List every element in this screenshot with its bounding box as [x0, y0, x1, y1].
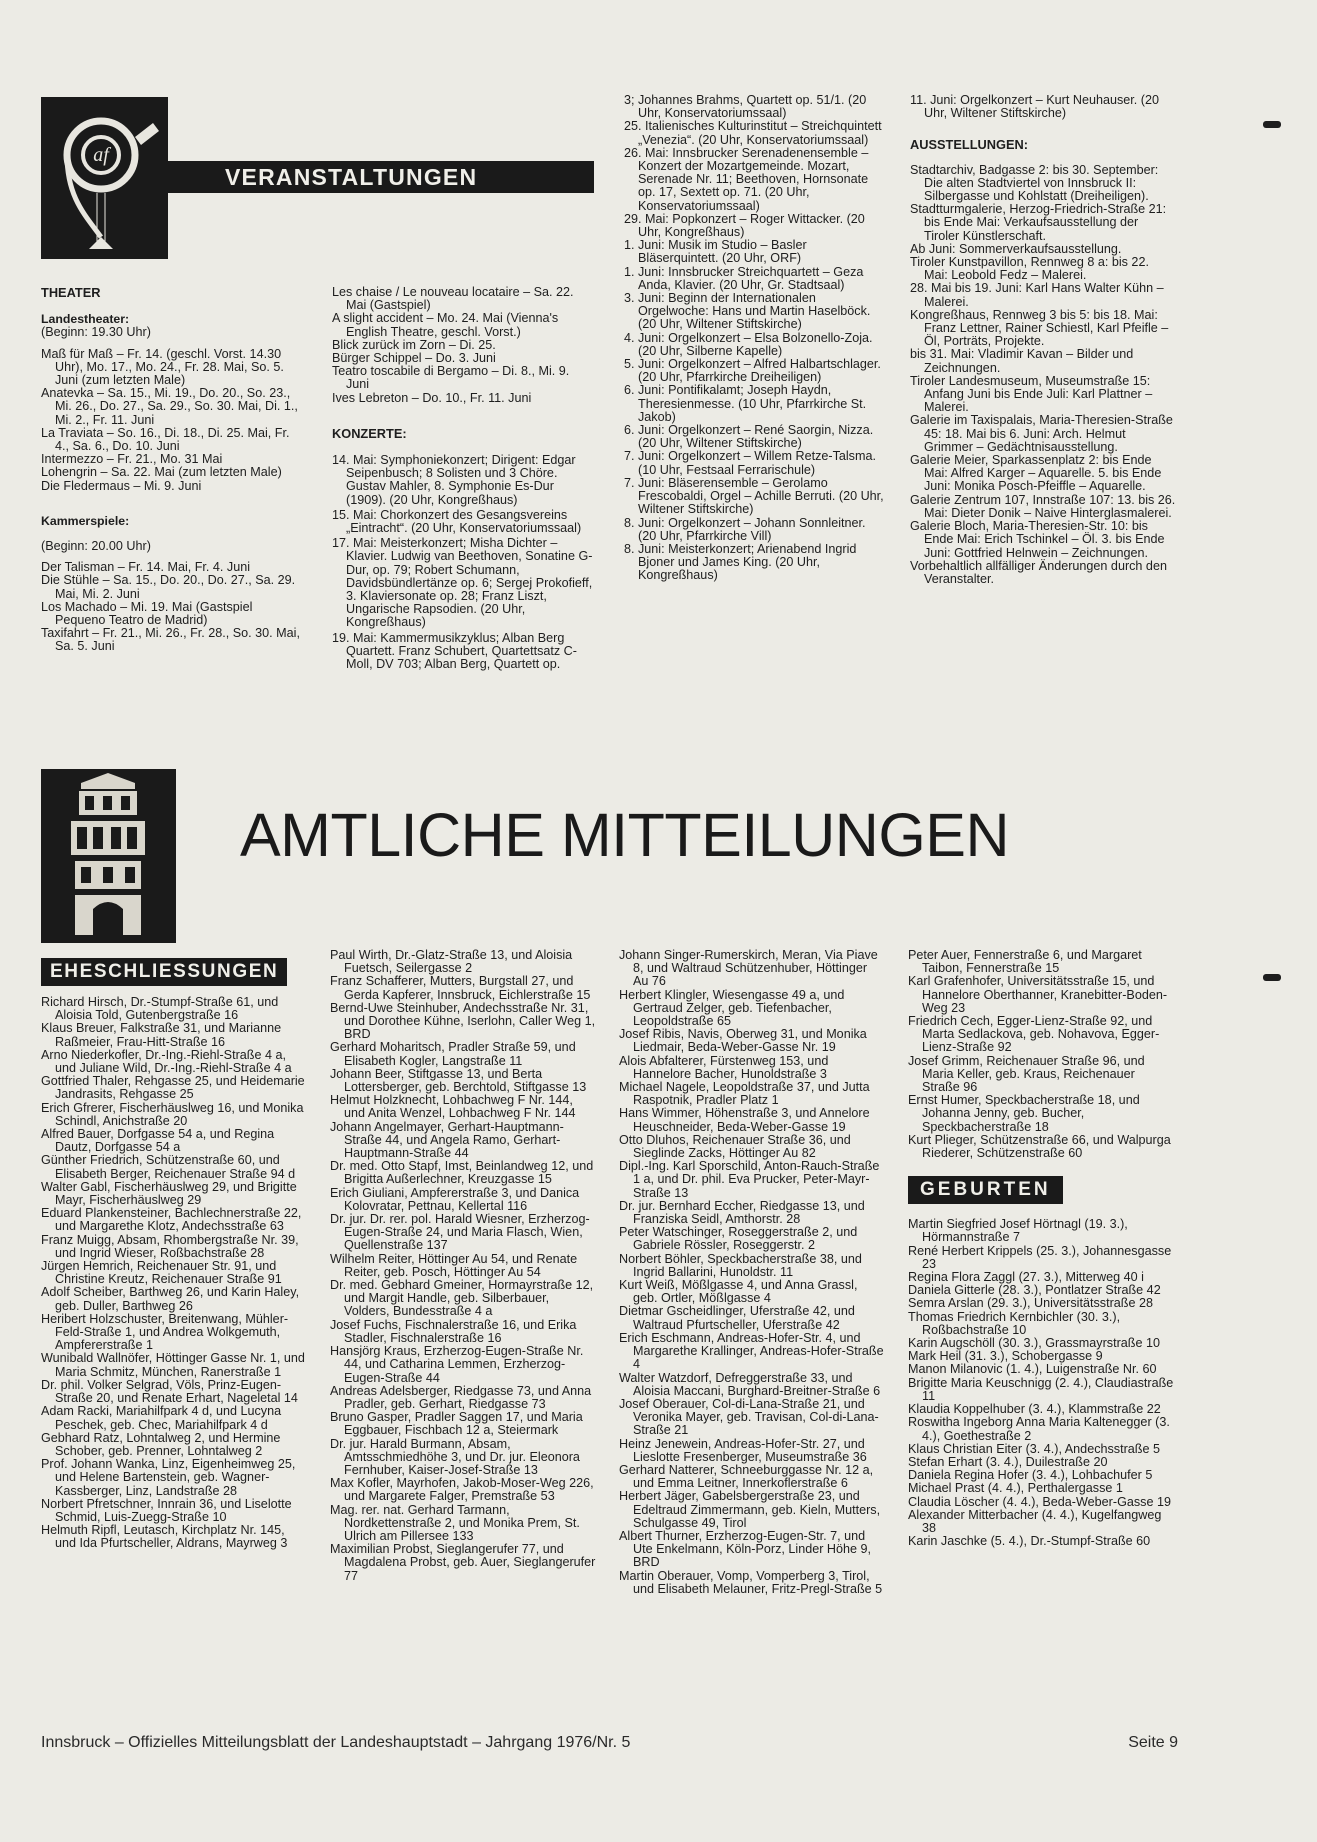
list-item: 15. Mai: Chorkonzert des Gesangsvereins „Eintracht“. (20 Uhr, Konservatoriumssaal): [332, 507, 582, 536]
city-tower-logo: [41, 769, 176, 943]
list-item: Prof. Johann Wanka, Linz, Eigenheimweg 25, und Helene Bartenstein, geb. Wagner-Kassberger, Linz, Landstraße 28: [41, 1457, 296, 1498]
list-item: Herbert Jäger, Gabelsbergerstraße 23, und Edeltraud Zimmermann, geb. Kieln, Mutters, Schulgasse 49, Tirol: [619, 1489, 881, 1530]
veranstaltungen-banner: VERANSTALTUNGEN: [168, 161, 594, 193]
list-item: Intermezzo – Fr. 21., Mo. 31 Mai: [41, 452, 223, 467]
list-item: bis 31. Mai: Vladimir Kavan – Bilder und Zeichnungen.: [910, 347, 1134, 375]
list-item: Arno Niederkofler, Dr.-Ing.-Riehl-Straße 4 a, und Juliane Wild, Dr.-Ing.-Riehl-Straße 4 a: [41, 1047, 292, 1076]
list-item: Erich Gfrerer, Fischerhäuslweg 16, und Monika Schindl, Anichstraße 20: [41, 1100, 304, 1128]
list-item: Martin Siegfried Josef Hörtnagl (19. 3.), Hörmannstraße 7: [908, 1217, 1128, 1245]
list-item: Günther Friedrich, Schützenstraße 60, und Elisabeth Berger, Reichenauer Straße 94 d: [41, 1153, 296, 1181]
list-item: Dipl.-Ing. Karl Sporschild, Anton-Rauch-Straße 1 a, und Dr. phil. Eva Prucker, Peter-Mayr-Straße 13: [619, 1159, 880, 1200]
list-item: Erich Eschmann, Andreas-Hofer-Str. 4, und Margarethe Krallinger, Andreas-Hofer-Straße 4: [619, 1330, 884, 1372]
list-item: Les chaise / Le nouveau locataire – Sa. 22. Mai (Gastspiel): [332, 285, 574, 313]
list-item: 14. Mai: Symphoniekonzert; Dirigent: Edgar Seipenbusch; 8 Solisten und 3 Chöre. Gustav Mahler, 8. Symphonie Es-Dur (1909). (20 Uhr, Kongreßhaus): [332, 453, 576, 507]
list-item: Der Talisman – Fr. 14. Mai, Fr. 4. Juni: [41, 560, 251, 575]
ehe-col-1: [41, 958, 307, 1551]
list-item: 3. Juni: Beginn der Internationalen Orgelwoche: Hans und Martin Haselböck. (20 Uhr, Wiltener Stiftskirche): [624, 291, 871, 332]
margin-mark: [1263, 974, 1281, 981]
list-item: Maximilian Probst, Sieglangerufer 77, und Magdalena Probst, geb. Auer, Sieglangerufer 77: [330, 1542, 596, 1583]
list-item: Vorbehaltlich allfälliger Änderungen durch den Veranstalter.: [910, 558, 1167, 586]
list-item: Kurt Plieger, Schützenstraße 66, und Walpurga Riederer, Schützenstraße 60: [908, 1132, 1171, 1161]
list-item: A slight accident – Mo. 24. Mai (Vienna's English Theatre, geschl. Vorst.): [332, 311, 559, 339]
kammerspiele-heading: Kammerspiele:: [41, 513, 130, 528]
list-item: Tiroler Kunstpavillon, Rennweg 8 a: bis 22. Mai: Leobold Fedz – Malerei.: [910, 255, 1149, 283]
list-item: Walter Gabl, Fischerhäuslweg 29, und Brigitte Mayr, Fischerhäuslweg 29: [41, 1179, 297, 1208]
list-item: Herbert Klingler, Wiesengasse 49 a, und Gertraud Zelger, geb. Tiefenbacher, Leopoldstraße 65: [619, 987, 845, 1029]
list-item: Regina Flora Zaggl (27. 3.), Mitterweg 40 i: [908, 1270, 1144, 1285]
list-item: Helmuth Ripfl, Leutasch, Kirchplatz Nr. 145, und Ida Pfurtscheller, Aldrans, Mayrweg 3: [41, 1523, 288, 1551]
konzerte-heading: KONZERTE:: [332, 425, 407, 441]
list-item: Alfred Bauer, Dorfgasse 54 a, und Regina Dautz, Dorfgasse 54 a: [41, 1127, 275, 1155]
list-item: 8. Juni: Meisterkonzert; Arienabend Ingrid Bjoner und James King. (20 Uhr, Kongreßhaus): [624, 541, 857, 583]
list-item: Mark Heil (31. 3.), Schobergasse 9: [908, 1349, 1103, 1364]
list-item: Franz Schafferer, Mutters, Burgstall 27, und Gerda Kapferer, Innsbruck, Eichlerstraße 15: [330, 974, 591, 1002]
list-item: 8. Juni: Orgelkonzert – Johann Sonnleitner. (20 Uhr, Pfarrkirche Vill): [624, 515, 866, 543]
list-item: Karin Augschöll (30. 3.), Grassmayrstraße 10: [908, 1336, 1160, 1351]
eheschliessungen-heading: EHESCHLIESSUNGEN: [41, 958, 287, 986]
list-item: Dietmar Gscheidlinger, Uferstraße 42, und Waltraud Pfurtscheller, Uferstraße 42: [619, 1304, 855, 1332]
list-item: Wunibald Wallnöfer, Höttinger Gasse Nr. 1, und Maria Schmitz, München, Ranerstraße 1: [41, 1351, 305, 1379]
list-item: Walter Watzdorf, Defreggerstraße 33, und Aloisia Maccani, Burghard-Breitner-Straße 6: [619, 1370, 881, 1398]
list-item: Manon Milanovic (1. 4.), Luigenstraße Nr. 60: [908, 1362, 1157, 1377]
list-item: 19. Mai: Kammermusikzyklus; Alban Berg Quartett. Franz Schubert, Quartettsatz C-Moll, DV 703; Alban Berg, Quartett op.: [332, 630, 577, 672]
amtliche-mitteilungen-title: AMTLICHE MITTEILUNGEN: [240, 801, 1010, 869]
list-item: Eduard Plankensteiner, Bachlechnerstraße 22, und Margarethe Klotz, Andechsstraße 63: [41, 1206, 302, 1234]
list-item: Klaus Breuer, Falkstraße 31, und Marianne Raßmeier, Frau-Hitt-Straße 16: [41, 1021, 282, 1049]
list-item: Anatevka – Sa. 15., Mi. 19., Do. 20., So. 23., Mi. 26., Do. 27., Sa. 29., So. 30. Mai, Di. 1., Mi. 2., Fr. 11. Juni: [41, 386, 298, 427]
list-item: Josef Fuchs, Fischnalerstraße 16, und Erika Stadler, Fischnalerstraße 16: [330, 1317, 577, 1345]
list-item: Stefan Erhart (3. 4.), Duilestraße 20: [908, 1454, 1108, 1469]
list-item: Otto Dluhos, Reichenauer Straße 36, und Sieglinde Zacks, Höttinger Au 82: [619, 1132, 851, 1161]
list-item: Peter Auer, Fennerstraße 6, und Margaret Taibon, Fennerstraße 15: [908, 948, 1142, 976]
landestheater-heading: Landestheater:: [41, 312, 130, 327]
list-item: Los Machado – Mi. 19. Mai (Gastspiel Pequeno Teatro de Madrid): [41, 599, 253, 628]
list-item: Norbert Pfretschner, Innrain 36, und Liselotte Schmid, Luis-Zuegg-Straße 10: [41, 1496, 292, 1524]
geburten-heading: GEBURTEN: [908, 1176, 1063, 1204]
list-item: Adam Racki, Mariahilfpark 4 d, und Lucyna Peschek, geb. Chec, Mariahilfpark 4 d: [41, 1404, 282, 1432]
veranstaltungen-logo: [41, 97, 168, 259]
post-horn-emblem-icon: [41, 97, 168, 259]
ehe-col-3: [619, 949, 885, 1596]
list-item: Kurt Weiß, Mößlgasse 4, und Anna Grassl, geb. Ortler, Mößlgasse 4: [619, 1278, 858, 1306]
list-item: Helmut Holzknecht, Lohbachweg F Nr. 144, und Anita Wenzel, Lohbachweg F Nr. 144: [330, 1093, 576, 1121]
list-item: Thomas Friedrich Kernbichler (30. 3.), Roßbachstraße 10: [908, 1309, 1121, 1337]
list-item: Dr. jur. Bernhard Eccher, Riedgasse 13, und Franziska Seidl, Amthorstr. 28: [619, 1198, 865, 1227]
list-item: Peter Watschinger, Roseggerstraße 2, und Gabriele Rössler, Roseggerstr. 2: [619, 1225, 858, 1253]
list-item: Ernst Humer, Speckbacherstraße 18, und Johanna Jenny, geb. Bucher, Speckbacherstraße 18: [908, 1093, 1140, 1134]
list-item: Galerie Zentrum 107, Innstraße 107: 13. bis 26. Mai: Dieter Donik – Naive Hinterglasmalerei.: [910, 492, 1176, 520]
list-item: Michael Nagele, Leopoldstraße 37, und Jutta Raspotnik, Pradler Platz 1: [619, 1080, 870, 1108]
ausstellungen-heading: AUSSTELLUNGEN:: [910, 137, 1029, 153]
veranstaltungen-col-2: [332, 286, 595, 671]
list-item: Stadtarchiv, Badgasse 2: bis 30. September: Die alten Stadtviertel von Innsbruck II: Silbergasse und Kohlstatt (Dreiheiligen).: [910, 162, 1159, 204]
list-item: Galerie Meier, Sparkassenplatz 2: bis Ende Mai: Alfred Karger – Aquarelle. 5. bis Ende Juni: Monika Posch-Pfeiffle – Aquarelle.: [910, 453, 1162, 494]
list-item: 3; Johannes Brahms, Quartett op. 51/1. (20 Uhr, Konservatoriumssaal): [624, 93, 867, 121]
list-item: Bürger Schippel – Do. 3. Juni: [332, 351, 496, 366]
list-item: Ab Juni: Sommerverkaufsausstellung.: [910, 241, 1122, 256]
footer-publication: Innsbruck – Offizielles Mitteilungsblatt der Landeshauptstadt – Jahrgang 1976/Nr. 5: [41, 1734, 631, 1751]
list-item: Gottfried Thaler, Rehgasse 25, und Heidemarie Jandrasits, Rehgasse 25: [41, 1074, 305, 1102]
list-item: Paul Wirth, Dr.-Glatz-Straße 13, und Aloisia Fuetsch, Seilergasse 2: [330, 948, 573, 976]
list-item: Die Fledermaus – Mi. 9. Juni: [41, 478, 202, 493]
list-item: Max Kofler, Mayrhofen, Jakob-Moser-Weg 226, und Margarete Falger, Premstraße 53: [330, 1476, 594, 1504]
list-item: Daniela Gitterle (28. 3.), Pontlatzer Straße 42: [908, 1283, 1161, 1298]
list-item: Semra Arslan (29. 3.), Universitätsstraße 28: [908, 1296, 1153, 1311]
list-item: 6. Juni: Pontifikalamt; Joseph Haydn, Theresienmesse. (10 Uhr, Pfarrkirche St. Jakob): [624, 383, 867, 424]
list-item: Johann Beer, Stiftgasse 13, und Berta Lottersberger, geb. Berchtold, Stiftgasse 13: [330, 1066, 587, 1095]
list-item: Karl Grafenhofer, Universitätsstraße 15, und Hannelore Oberthanner, Kranebitter-Boden-Weg 23: [908, 974, 1168, 1015]
ehe-col-2: [330, 949, 596, 1583]
list-item: Karin Jaschke (5. 4.), Dr.-Stumpf-Straße 60: [908, 1534, 1151, 1549]
list-item: Brigitte Maria Keuschnigg (2. 4.), Claudiastraße 11: [908, 1375, 1174, 1403]
list-item: Johann Singer-Rumerskirch, Meran, Via Piave 8, und Waltraud Schützenhuber, Höttinger Au 76: [619, 948, 878, 989]
list-item: 7. Juni: Orgelkonzert – Willem Retze-Talsma. (10 Uhr, Festsaal Ferrarischule): [624, 449, 876, 477]
list-item: Martin Oberauer, Vomp, Vomperberg 3, Tirol, und Elisabeth Melauner, Fritz-Pregl-Straße 5: [619, 1568, 883, 1596]
list-item: Josef Oberauer, Col-di-Lana-Straße 21, und Veronika Mayer, geb. Travisan, Col-di-Lana-Straße 21: [619, 1396, 879, 1438]
list-item: Dr. med. Otto Stapf, Imst, Beinlandweg 12, und Brigitta Außerlechner, Kreuzgasse 15: [330, 1159, 594, 1187]
list-item: Hans Wimmer, Höhenstraße 3, und Annelore Heuschneider, Beda-Weber-Gasse 19: [619, 1106, 870, 1134]
page-number: Seite 9: [1128, 1734, 1178, 1751]
list-item: 29. Mai: Popkonzert – Roger Wittacker. (20 Uhr, Kongreßhaus): [624, 211, 865, 240]
veranstaltungen-col-4: [910, 94, 1176, 586]
list-item: Franz Muigg, Absam, Rhombergstraße Nr. 39, und Ingrid Wieser, Roßbachstraße 28: [41, 1232, 299, 1260]
list-item: Daniela Regina Hofer (3. 4.), Lohbachufer 5: [908, 1468, 1153, 1483]
list-item: Tiroler Landesmuseum, Museumstraße 15: Anfang Juni bis Ende Juli: Karl Plattner – Malerei.: [910, 373, 1153, 415]
list-item: Klaudia Koppelhuber (3. 4.), Klammstraße 22: [908, 1402, 1161, 1417]
list-item: 17. Mai: Meisterkonzert; Misha Dichter – Klavier. Ludwig van Beethoven, Sonatine G-Dur, op. 79; Robert Schumann, Davidsbündlertänze op. 6; Sergej Prokofieff, 3. Klaviersonate op. 28; Franz Liszt, Ungarische Rapsodien. (20 Uhr, Kongreßhaus): [332, 536, 593, 630]
list-item: René Herbert Krippels (25. 3.), Johannesgasse 23: [908, 1243, 1172, 1271]
list-item: Die Stühle – Sa. 15., Do. 20., Do. 27., Sa. 29. Mai, Mi. 2. Juni: [41, 573, 296, 601]
margin-mark: [1263, 121, 1281, 128]
list-item: 6. Juni: Orgelkonzert – René Saorgin, Nizza. (20 Uhr, Wiltener Stiftskirche): [624, 423, 874, 451]
list-item: 5. Juni: Orgelkonzert – Alfred Halbartschlager. (20 Uhr, Pfarrkirche Dreiheiligen): [624, 357, 881, 385]
veranstaltungen-col-3: [624, 94, 886, 583]
list-item: 25. Italienisches Kulturinstitut – Streichquintett „Venezia“. (20 Uhr, Konservatoriumssaal): [624, 119, 882, 147]
list-item: 7. Juni: Bläserensemble – Gerolamo Frescobaldi, Orgel – Achille Berruti. (20 Uhr, Wiltener Stiftskirche): [624, 475, 884, 517]
list-item: 26. Mai: Innsbrucker Serenadenensemble – Konzert der Mozartgemeinde. Mozart, Serenade Nr. 11; Beethoven, Hornsonate op. 17, Sextett op. 71. (20 Uhr, Konservatoriumssaal): [624, 145, 869, 213]
list-item: Norbert Böhler, Speckbacherstraße 38, und Ingrid Ballarini, Hunoldstr. 11: [619, 1251, 862, 1279]
list-item: Alois Abfalterer, Fürstenweg 153, und Hannelore Bacher, Hunoldstraße 3: [619, 1053, 829, 1081]
list-item: Ives Lebreton – Do. 10., Fr. 11. Juni: [332, 390, 532, 405]
list-item: 1. Juni: Musik im Studio – Basler Bläserquintett. (20 Uhr, ORF): [624, 238, 807, 266]
list-item: Heinz Jenewein, Andreas-Hofer-Str. 27, und Lieslotte Fresenberger, Museumstraße 36: [619, 1436, 867, 1464]
list-item: Gebhard Ratz, Lohntalweg 2, und Hermine Schober, geb. Prenner, Lohntalweg 2: [41, 1430, 281, 1458]
list-item: Josef Ribis, Navis, Oberweg 31, und Monika Liedmair, Beda-Weber-Gasse Nr. 19: [619, 1027, 867, 1055]
list-item: Blick zurück im Zorn – Di. 25.: [332, 337, 496, 352]
landestheater-beginn: (Beginn: 19.30 Uhr): [41, 325, 151, 340]
tower-icon: [41, 769, 176, 943]
list-item: Heribert Holzschuster, Breitenwang, Mühler-Feld-Straße 1, und Andrea Wolkgemuth, Ampfererstraße 1: [41, 1311, 289, 1353]
list-item: Erich Giuliani, Ampfererstraße 3, und Danica Kolovratar, Pettnau, Kellertal 116: [330, 1185, 580, 1213]
list-item: Jürgen Hemrich, Reichenauer Str. 91, und Christine Kreutz, Reichenauer Straße 91: [41, 1259, 282, 1287]
list-item: Dr. med. Gebhard Gmeiner, Hormayrstraße 12, und Margit Handle, geb. Silberbauer, Volders, Bundesstraße 4 a: [330, 1278, 594, 1319]
list-item: Taxifahrt – Fr. 21., Mi. 26., Fr. 28., So. 30. Mai, Sa. 5. Juni: [41, 626, 300, 654]
list-item: Bruno Gasper, Pradler Saggen 17, und Maria Eggbauer, Fischbach 12 a, Steiermark: [330, 1410, 583, 1438]
list-item: Friedrich Cech, Egger-Lienz-Straße 92, und Marta Sedlackova, geb. Nohavova, Egger-Lienz-Straße 92: [908, 1014, 1160, 1055]
list-item: Klaus Christian Eiter (3. 4.), Andechsstraße 5: [908, 1441, 1160, 1456]
list-item: Stadtturmgalerie, Herzog-Friedrich-Straße 21: bis Ende Mai: Verkaufsausstellung der Tiroler Künstlerschaft.: [910, 202, 1167, 243]
list-item: Andreas Adelsberger, Riedgasse 73, und Anna Pradler, geb. Gerhart, Riedgasse 73: [330, 1383, 592, 1411]
list-item: Claudia Löscher (4. 4.), Beda-Weber-Gasse 19: [908, 1494, 1171, 1509]
list-item: Josef Grimm, Reichenauer Straße 96, und Maria Keller, geb. Kraus, Reichenauer Straße 96: [908, 1053, 1145, 1095]
list-item: La Traviata – So. 16., Di. 18., Di. 25. Mai, Fr. 4., Sa. 6., Do. 10. Juni: [41, 425, 290, 454]
kammerspiele-beginn: (Beginn: 20.00 Uhr): [41, 539, 151, 554]
list-item: Dr. jur. Harald Burmann, Absam, Amtsschmiedhöhe 3, und Dr. jur. Eleonora Fernhuber, Kaiser-Josef-Straße 13: [330, 1436, 580, 1477]
list-item: Wilhelm Reiter, Höttinger Au 54, und Renate Reiter, geb. Posch, Höttinger Au 54: [330, 1251, 578, 1279]
list-item: Galerie im Taxispalais, Maria-Theresien-Straße 45: 18. Mai bis 6. Juni: Arch. Helmut Grimmer – Gedächtnisausstellung.: [910, 413, 1173, 454]
list-item: 4. Juni: Orgelkonzert – Elsa Bolzonello-Zoja. (20 Uhr, Silberne Kapelle): [624, 330, 873, 358]
list-item: Kongreßhaus, Rennweg 3 bis 5: bis 18. Mai: Franz Lettner, Rainer Schiestl, Karl Pfeifle – Öl, Porträts, Projekte.: [910, 307, 1169, 349]
list-item: Galerie Bloch, Maria-Theresien-Str. 10: bis Ende Mai: Erich Tschinkel – Öl. 3. bis Ende Juni: Gottfried Helnwein – Zeichnungen.: [910, 519, 1165, 560]
svg-text:af: af: [93, 144, 109, 166]
list-item: Gerhard Natterer, Schneeburggasse Nr. 12 a, und Emma Leitner, Innerkoflerstraße 6: [619, 1462, 874, 1491]
list-item: Mag. rer. nat. Gerhard Tarmann, Nordkettenstraße 2, und Monika Prem, St. Ulrich am Pillersee 133: [330, 1502, 580, 1543]
list-item: 1. Juni: Innsbrucker Streichquartett – Geza Anda, Klavier. (20 Uhr, Gr. Stadtsaal): [624, 264, 864, 292]
list-item: Richard Hirsch, Dr.-Stumpf-Straße 61, und Aloisia Told, Gutenbergstraße 16: [41, 995, 279, 1023]
list-item: Alexander Mitterbacher (4. 4.), Kugelfangweg 38: [908, 1507, 1162, 1535]
list-item: Lohengrin – Sa. 22. Mai (zum letzten Male): [41, 465, 282, 480]
page-footer: [41, 1733, 1178, 1753]
ehe-col-4: [908, 949, 1176, 1548]
list-item: Johann Angelmayer, Gerhart-Hauptmann-Straße 44, und Angela Ramo, Gerhart-Hauptmann-Straße 44: [330, 1119, 564, 1161]
list-item: Adolf Scheiber, Barthweg 26, und Karin Haley, geb. Duller, Barthweg 26: [41, 1285, 300, 1313]
list-item: Gerhard Moharitsch, Pradler Straße 59, und Elisabeth Kogler, Langstraße 11: [330, 1040, 576, 1068]
list-item: Bernd-Uwe Steinhuber, Andechsstraße Nr. 31, und Dorothee Kühne, Iserlohn, Caller Weg 1, BRD: [330, 1000, 596, 1042]
list-item: 28. Mai bis 19. Juni: Karl Hans Walter Kühn – Malerei.: [910, 281, 1164, 309]
list-item: Albert Thurner, Erzherzog-Eugen-Str. 7, und Ute Enkelmann, Köln-Porz, Linder Höhe 9, BRD: [619, 1528, 872, 1570]
list-item: Maß für Maß – Fr. 14. (geschl. Vorst. 14.30 Uhr), Mo. 17., Mo. 24., Fr. 28. Mai, So. 5. Juni (zum letzten Male): [41, 346, 284, 388]
list-item: Michael Prast (4. 4.), Perthalergasse 1: [908, 1481, 1123, 1496]
list-item: 11. Juni: Orgelkonzert – Kurt Neuhauser. (20 Uhr, Wiltener Stiftskirche): [910, 93, 1159, 121]
theater-heading: THEATER: [41, 285, 101, 300]
list-item: Hansjörg Kraus, Erzherzog-Eugen-Straße Nr. 44, und Catharina Lemmen, Erzherzog-Eugen-Straße 44: [330, 1344, 584, 1385]
veranstaltungen-col-1: [41, 286, 306, 654]
list-item: Dr. jur. Dr. rer. pol. Harald Wiesner, Erzherzog-Eugen-Straße 24, und Maria Flasch, Wien, Quellenstraße 137: [330, 1212, 590, 1253]
list-item: Teatro toscabile di Bergamo – Di. 8., Mi. 9. Juni: [332, 364, 570, 392]
list-item: Dr. phil. Volker Selgrad, Völs, Prinz-Eugen-Straße 20, und Renate Erhart, Nageletal 14: [41, 1377, 298, 1406]
list-item: Roswitha Ingeborg Anna Maria Kaltenegger (3. 4.), Goethestraße 2: [908, 1415, 1170, 1443]
